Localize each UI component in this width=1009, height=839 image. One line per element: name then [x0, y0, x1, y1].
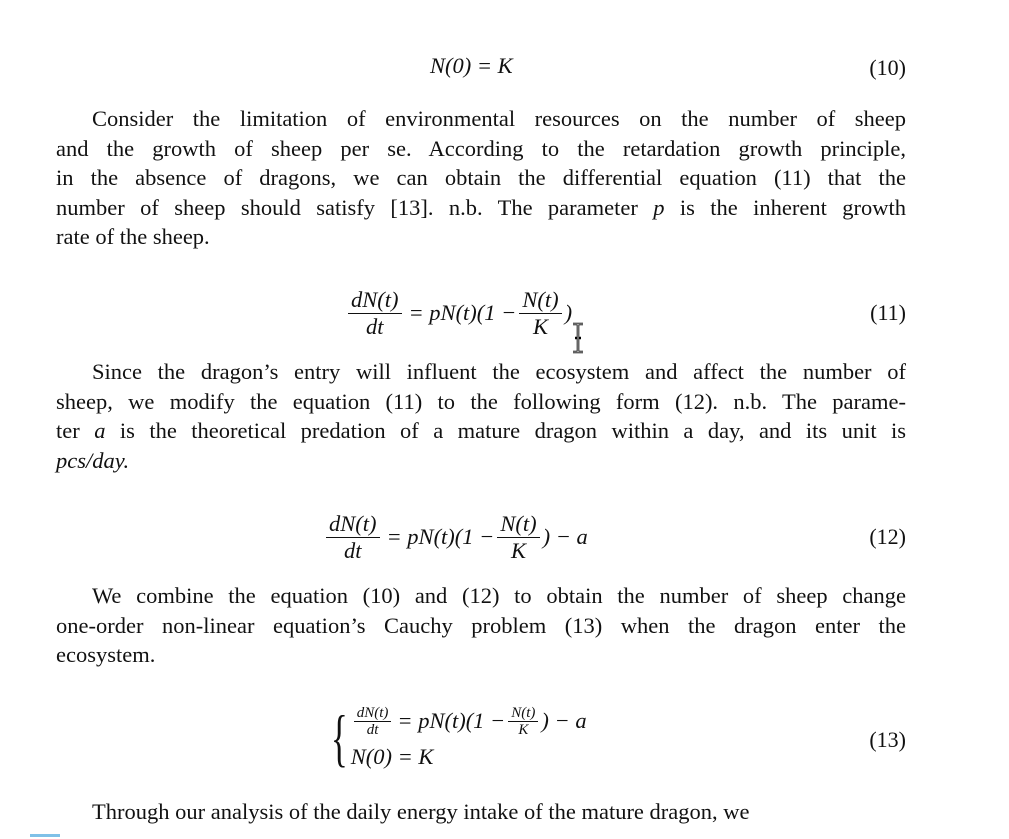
left-brace: {	[330, 702, 348, 773]
paragraph-4	[56, 797, 906, 827]
equation-13-middle: = pN(t)(1 −	[397, 708, 506, 733]
equation-13-lhs-numerator: dN(t)	[354, 705, 392, 722]
equation-11-middle: = pN(t)(1 −	[408, 300, 517, 325]
equation-12-rhs-fraction	[497, 511, 539, 564]
paragraph-2	[56, 357, 906, 475]
paragraph-1-line: rate of the sheep.	[56, 224, 210, 249]
equation-11-lhs-numerator: dN(t)	[348, 287, 402, 314]
paragraph-1-line	[56, 193, 906, 223]
paragraph-2-text: is the theoretical predation of a mature dragon within a day, and its unit is	[119, 418, 907, 443]
equation-12-lhs-fraction	[326, 511, 380, 564]
equation-13-rhs-denominator: K	[518, 721, 529, 738]
equation-13-lhs-denominator: dt	[366, 721, 379, 738]
paragraph-3-line: one-order non-linear equation’s Cauchy problem (13) when the dragon enter the	[56, 612, 906, 638]
paragraph-1-line: in the absence of dragons, we can obtain the differential equation (11) that the	[56, 165, 906, 190]
paragraph-2-line	[56, 416, 906, 446]
equation-13-initial-condition: N(0) = K	[350, 744, 434, 769]
paragraph-3-line: ecosystem.	[56, 642, 156, 667]
paragraph-1	[56, 104, 906, 252]
parameter-a: a	[94, 418, 106, 443]
equation-12-number: (12)	[869, 524, 906, 549]
equation-10-expr: N(0) = K	[430, 53, 513, 78]
unit-pcs-per-day: pcs/day.	[56, 447, 130, 473]
paragraph-2-line: sheep, we modify the equation (11) to the following form (12). n.b. The parame-	[56, 388, 906, 414]
paragraph-1-line: and the growth of sheep per se. According to the retardation growth principle,	[56, 135, 906, 161]
equation-11-number: (11)	[870, 300, 906, 325]
equation-12-lhs-denominator: dt	[343, 537, 362, 563]
paragraph-1-line: Consider the limitation of environmental resources on the number of sheep	[92, 106, 906, 131]
equation-12-tail: ) − a	[542, 524, 588, 549]
paragraph-4-line: Through our analysis of the daily energy intake of the mature dragon, we	[92, 799, 750, 824]
equation-11-rhs-fraction	[519, 287, 561, 340]
paragraph-2-line: Since the dragon’s entry will influent the ecosystem and affect the number of	[92, 359, 906, 384]
equation-12-rhs-numerator: N(t)	[497, 511, 539, 538]
equation-13-lhs-fraction	[354, 705, 392, 738]
equation-13-tail: ) − a	[541, 708, 587, 733]
equation-12-middle: = pN(t)(1 −	[386, 524, 495, 549]
equation-11-lhs-fraction	[348, 287, 402, 340]
paragraph-3-line: We combine the equation (10) and (12) to obtain the number of sheep change	[92, 583, 906, 608]
equation-11-rhs-numerator: N(t)	[519, 287, 561, 314]
equation-10-number: (10)	[869, 55, 906, 80]
equation-11-lhs-denominator: dt	[365, 313, 384, 339]
equation-12-rhs-denominator: K	[510, 537, 526, 563]
paragraph-1-text: is the inherent growth	[679, 194, 907, 220]
equation-13-number: (13)	[869, 727, 906, 752]
equation-13-rhs-fraction	[508, 705, 538, 738]
paragraph-1-text: number of sheep should satisfy [13]. n.b. The parameter	[56, 194, 638, 220]
paragraph-3	[56, 581, 906, 670]
equation-12-lhs-numerator: dN(t)	[326, 511, 380, 538]
link-underline-fragment	[30, 834, 60, 837]
equation-13-rhs-numerator: N(t)	[508, 705, 538, 722]
equation-11-tail: )	[564, 300, 573, 325]
equation-11-rhs-denominator: K	[532, 313, 548, 339]
text-cursor-icon	[571, 322, 585, 354]
paragraph-2-text: ter	[56, 418, 80, 443]
parameter-p: p	[653, 194, 665, 220]
